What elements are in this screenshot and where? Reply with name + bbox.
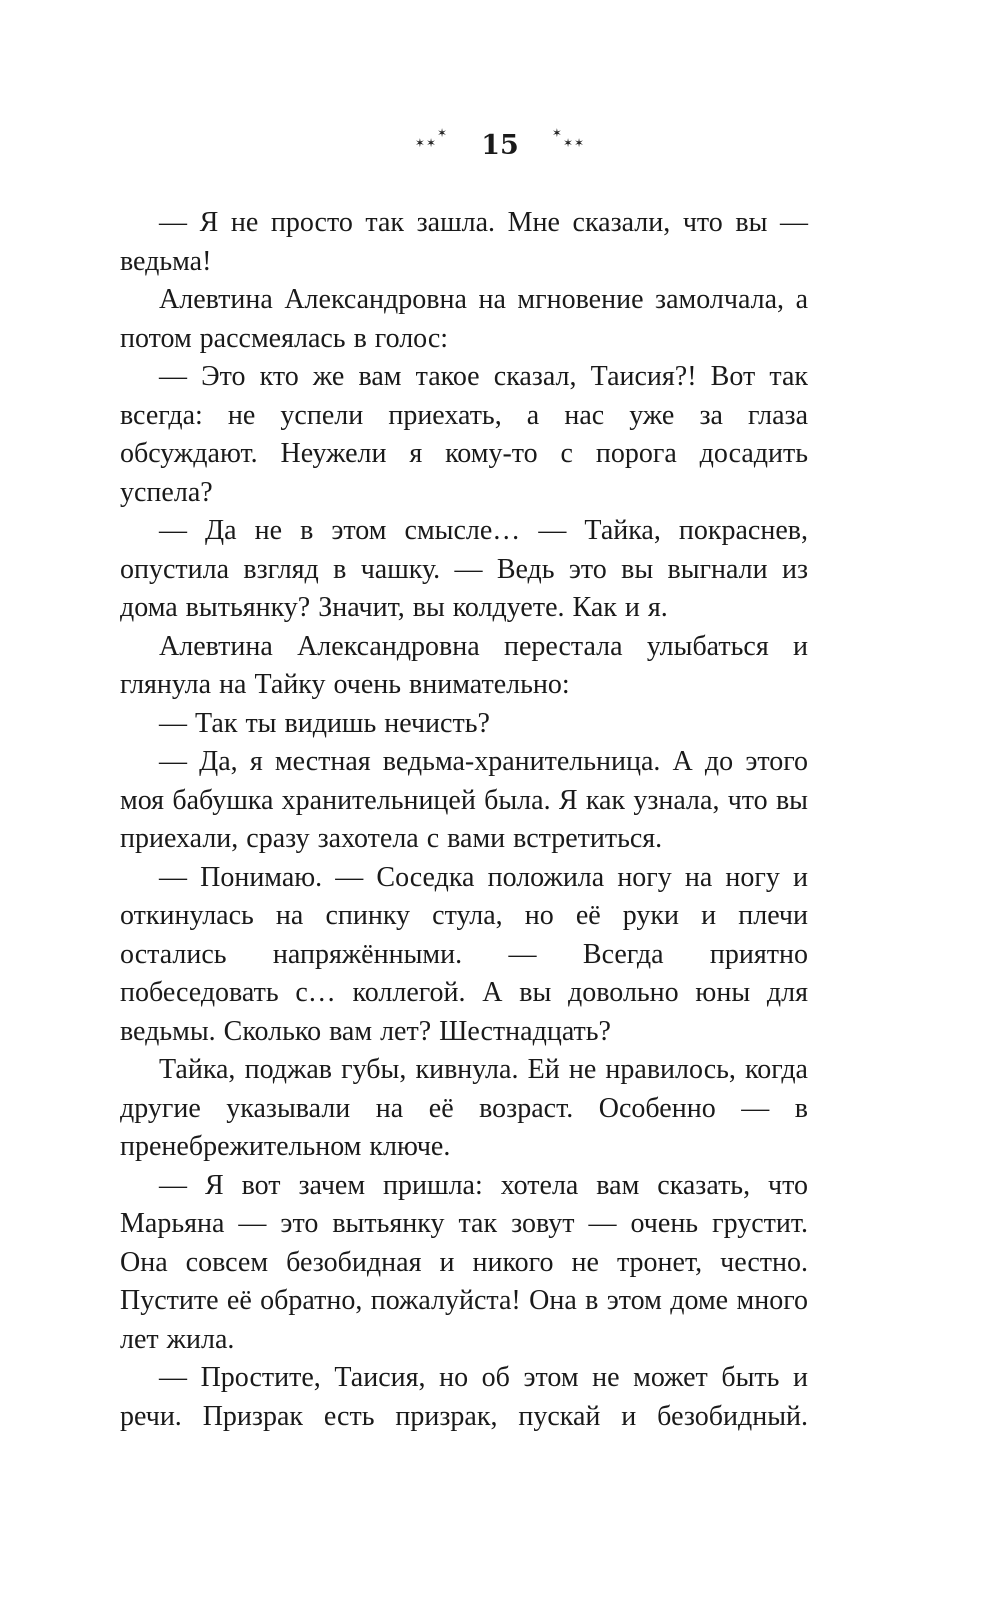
paragraph: — Да, я местная ведьма-хранительница. А до этого моя бабушка хранительницей была. Я как узнала, что вы приехали, сразу захотела с вами встретиться. bbox=[120, 746, 808, 854]
paragraph: — Простите, Таисия, но об этом не может быть и речи. Призрак есть призрак, пускай и безобидный. bbox=[120, 1362, 808, 1432]
page-number: 15 bbox=[481, 130, 519, 161]
paragraph: — Понимаю. — Соседка положила ногу на ногу и откинулась на спинку стула, но её руки и плечи остались напряжёнными. — Всегда приятно побеседовать с… коллегой. А вы довольно юны для ведьмы. Сколько вам лет? Шестнадцать? bbox=[120, 861, 808, 1047]
paragraph: Алевтина Александровна на мгновение замолчала, а потом рассмеялась в голос: bbox=[120, 284, 808, 354]
paragraph: — Это кто же вам такое сказал, Таисия?! Вот так всегда: не успели приехать, а нас уже за глаза обсуждают. Неужели я кому-то с порога досадить успела? bbox=[120, 361, 808, 508]
page-header bbox=[0, 125, 1000, 180]
paragraph: — Я не просто так зашла. Мне сказали, что вы — ведьма! bbox=[120, 207, 808, 277]
left-star-ornament-icon: ✶✶✶ bbox=[414, 125, 449, 150]
paragraph: — Я вот зачем пришла: хотела вам сказать, что Марьяна — это вытьянку так зовут — очень грустит. Она совсем безобидная и никого не тронет, честно. Пустите её обратно, пожалуйста! Она в этом доме много лет жила. bbox=[120, 1169, 808, 1355]
paragraph: — Так ты видишь нечисть? bbox=[159, 707, 490, 739]
paragraph: — Да не в этом смысле… — Тайка, покраснев, опустила взгляд в чашку. — Ведь это вы выгнали из дома вытьянку? Значит, вы колдуете. Как и я. bbox=[120, 515, 808, 623]
right-star-ornament-icon: ✶✶✶ bbox=[551, 125, 586, 150]
paragraph: Тайка, поджав губы, кивнула. Ей не нравилось, когда другие указывали на её возраст. Особенно — в пренебрежительном ключе. bbox=[120, 1054, 808, 1162]
body-text bbox=[120, 204, 808, 1436]
paragraph: Алевтина Александровна перестала улыбаться и глянула на Тайку очень внимательно: bbox=[120, 630, 808, 700]
